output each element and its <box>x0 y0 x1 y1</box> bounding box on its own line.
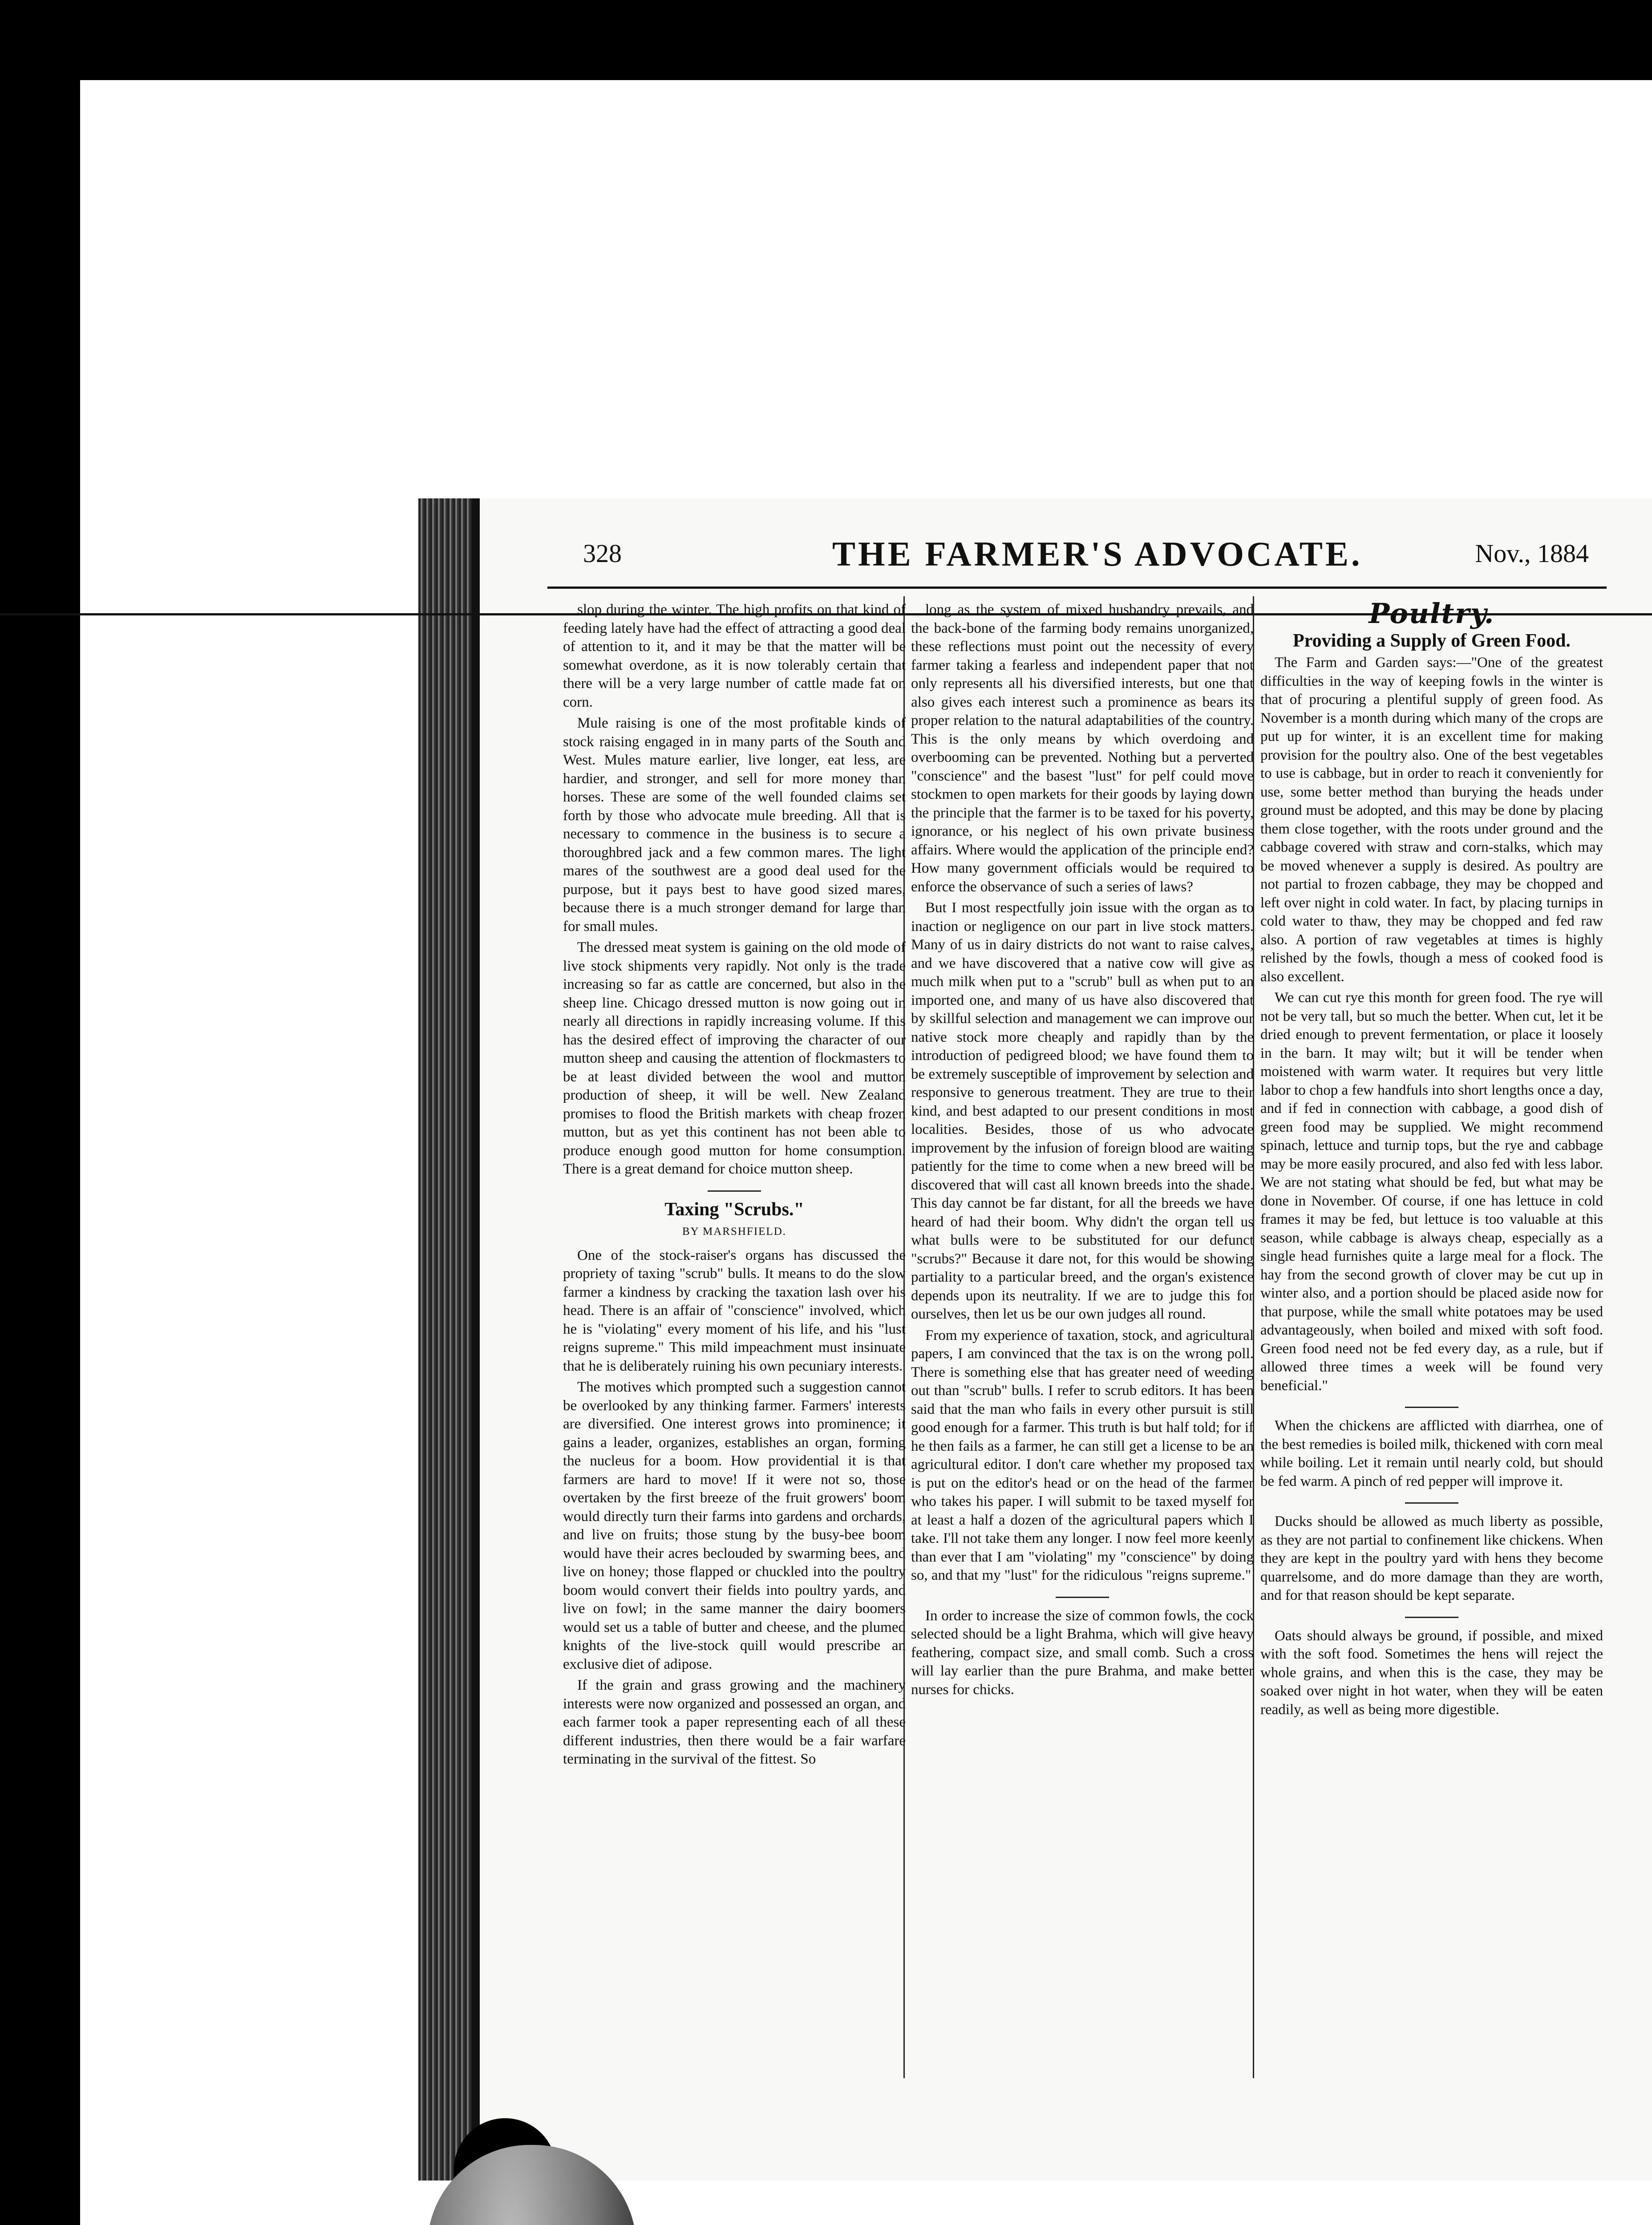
header-rule <box>547 587 1607 589</box>
article-title: Taxing "Scrubs." <box>664 1199 804 1220</box>
paragraph: slop during the winter. The high profits on that kind of feeding lately have had the effect of attracting a good deal of attention to it, and it may be that the matter will be somewhat overdone, as it is now tolerably certain that there will be a very large number of cattle made fat on corn. <box>563 602 906 710</box>
paragraph: From my experience of taxation, stock, and agricultural papers, I am convinced that the tax is on the wrong poll. There is something else that has greater need of weeding out than "scrub" bulls. I refer to scrub editors. It has been said that the man who fails in every other pursuit is still good enough for a farmer. This truth is but half told; for if he then fails as a farmer, he can still get a license to be an agricultural editor. I don't care whether my proposed tax is put on the editor's head or on the head of the farmer who takes his paper. I will submit to be taxed myself for at least a half a dozen of the agricultural papers which I take. I'll not take them any longer. I now feel more keenly than ever that I am "violating" my "conscience" by doing so, and that my "lust" for the ridiculous "reigns supreme." <box>911 1327 1254 1583</box>
paragraph: Mule raising is one of the most profitable kinds of stock raising engaged in in many parts of the South and West. Mules mature earlier, live longer, eat less, are hardier, and stronger, and sell for more money than horses. These are some of the well founded claims set forth by those who advocate mule breeding. All that is necessary to commence in the business is to secure a thoroughbred jack and a few common mares. The light mares of the southwest are a good deal used for the purpose, but it pays best to have good sized mares, because there is a much stronger demand for large than for small mules. <box>563 715 906 934</box>
paragraph: The Farm and Garden says:—"One of the greatest difficulties in the way of keeping fowls in the winter is that of procuring a plentiful supply of green food. As November is a month during which many of the crops are put up for winter, it is an excellent time for making provision for the poultry also. One of the best vegetables to use is cabbage, but in order to reach it conveniently for use, some better method than burying the heads under ground must be adopted, and this may be done by placing them close together, with the roots under ground and the cabbage covered with straw and corn-stalks, which may be moved whenever a supply is desired. As poultry are not partial to frozen cabbage, they may be chopped and left over night in cold water. In fact, by placing turnips in cold water to thaw, they may be chopped and fed raw also. A portion of raw vegetables at times is highly relished by the fowls, though a mess of cooked food is also excellent. <box>1260 655 1603 985</box>
paragraph: One of the stock-raiser's organs has discussed the propriety of taxing "scrub" bulls. It means to do the slow farmer a kindness by cracking the taxation lash over his head. There is an affair of "conscience" involved, which he is "violating" every moment of his life, and his "lust reigns supreme." This mild impeachment must insinuate that he is deliberately ruining his own pecuniary interests. <box>563 1247 906 1374</box>
byline: BY MARSHFIELD. <box>682 1226 787 1238</box>
paragraph: In order to increase the size of common fowls, the cock selected should be a light Brahma, which will give heavy feathering, compact size, and small comb. Such a cross will lay earlier than the pure Brahma, and make better nurses for chicks. <box>911 1607 1254 1698</box>
paragraph: When the chickens are afflicted with diarrhea, one of the best remedies is boiled milk, thickened with corn meal while boiling. Let it remain until nearly cold, but should be fed warm. A pinch of red pepper will improve it. <box>1260 1418 1603 1489</box>
paragraph: Oats should always be ground, if possible, and mixed with the soft food. Sometimes the hens will reject the whole grains, and when this is the case, they may be soaked over night in hot water, when they will be eaten readily, as well as being more digestible. <box>1260 1627 1603 1718</box>
separator <box>1056 1597 1109 1598</box>
paragraph: The motives which prompted such a suggestion cannot be overlooked by any thinking farmer. Farmers' interests are diversified. One interest grows into prominence; it gains a leader, organizes, establishes an organ, forming the nucleus for a boom. How providential it is that farmers are hard to move! If it were not so, those overtaken by the first breeze of the fruit growers' boom would directly turn their farms into gardens and orchards, and live on fruits; those stung by the busy-bee boom would have their acres beclouded by swarming bees, and live on honey; those flapped or chuckled into the poultry boom would convert their fields into poultry yards, and live on fowl; in the same manner the dairy boomers would set us a table of butter and cheese, and the plumed knights of the live-stock quill would prescribe an exclusive diet of adipose. <box>563 1379 906 1672</box>
masthead-title: THE FARMER'S ADVOCATE. <box>832 534 1363 573</box>
column-1 <box>563 601 906 1772</box>
paragraph: But I most respectfully join issue with the organ as to inaction or negligence on our part in live stock matters. Many of us in dairy districts do not want to raise calves, and we have discovered that a native cow will give as much milk when put to a "scrub" bull as when put to an imported one, and many of us have also discovered that by skillful selection and management we can improve our native stock more cheaply and rapidly than by the introduction of pedigreed blood; we have found them to be extremely susceptible of improvement by selection and responsive to generous treatment. They are true to their kind, and best adapted to our present conditions in most localities. Besides, those of us who advocate improvement by the infusion of foreign blood are waiting patiently for the time to come when a new breed will be discovered that will cast all known breeds into the shade. This day cannot be far distant, for all the breeds we have heard of had their boom. Why didn't the organ tell us what bulls were to be substituted for our defunct "scrubs?" Because it dare not, for this would be showing partiality to a particular breed, and the organ's existence depends upon its neutrality. If we are to judge this for ourselves, then let us be our own judges all round. <box>911 900 1254 1322</box>
department-heading: Poultry. <box>1369 597 1495 630</box>
column-3 <box>1260 597 1603 1722</box>
article-title: Providing a Supply of Green Food. <box>1293 630 1571 651</box>
page-number: 328 <box>583 539 622 568</box>
separator <box>1405 1502 1458 1504</box>
paragraph: Ducks should be allowed as much liberty as possible, as they are not partial to confinement like chickens. When they are kept in the poultry yard with hens they become quarrelsome, and do more damage than they are worth, and for that reason should be kept separate. <box>1260 1513 1603 1603</box>
separator <box>708 1190 761 1192</box>
paragraph: long as the system of mixed husbandry prevails, and the back-bone of the farming body remains unorganized, these reflections must point out the necessity of every farmer taking a fearless and independent paper that not only represents all his diversified interests, but one that also gives each interest such a prominence as bears its proper relation to the natural adaptabilities of the country. This is the only means by which overdoing and overbooming can be prevented. Nothing but a perverted "conscience" and the basest "lust" for pelf could move stockmen to open markets for their goods by laying down the principle that the farmer is to be taxed for his poverty, ignorance, or his neglect of his own private business affairs. Where would the application of the principle end? How many government officials would be required to enforce the observance of such a series of laws? <box>911 602 1254 895</box>
separator <box>1405 1407 1458 1408</box>
separator <box>1405 1617 1458 1618</box>
page-header <box>547 534 1607 578</box>
column-2 <box>911 601 1254 1702</box>
paragraph: The dressed meat system is gaining on the old mode of live stock shipments very rapidly. Not only is the trade increasing so far as cattle are concerned, but also in the sheep line. Chicago dressed mutton is now going out in nearly all directions in rapidly increasing volume. If this has the desired effect of improving the character of our mutton sheep and causing the attention of flockmasters to be at least divided between the wool and mutton production of sheep, it will be well. New Zealand promises to flood the British markets with cheap frozen mutton, but as yet this continent has not been able to produce enough good mutton for home consumption. There is a great demand for choice mutton sheep. <box>563 939 906 1177</box>
issue-date: Nov., 1884 <box>1475 539 1589 568</box>
paragraph: We can cut rye this month for green food. The rye will not be very tall, but so much the better. When cut, let it be dried enough to prevent fermentation, or place it loosely in the barn. It may wilt; but it will be tender when moistened with warm water. It requires but very little labor to chop a few handfuls into short lengths once a day, and if fed in connection with cabbage, a good dish of green food may be supplied. We might recommend spinach, lettuce and turnip tops, but the rye and cabbage may be more easily procured, and also fed with less labor. We are not stating what should be fed, but what may be done in November. Of course, if one has lettuce in cold frames it may be fed, but lettuce is too valuable at this season, while cabbage is always cheap, especially as a single head furnishes quite a large meal for a flock. The hay from the second growth of clover may be cut up in winter also, and a portion should be placed aside now for that purpose, while the small white potatoes may be used advantageously, when boiled and mixed with soft food. Green food need not be fed every day, as a rule, but if allowed three times a week will be found very beneficial." <box>1260 990 1603 1394</box>
book-spine <box>418 498 472 2180</box>
paragraph: If the grain and grass growing and the machinery interests were now organized and possessed an organ, and each farmer took a paper representing each of all these different industries, then there would be a fair warfare terminating in the survival of the fittest. So <box>563 1677 906 1767</box>
spine-edge <box>472 498 480 2180</box>
